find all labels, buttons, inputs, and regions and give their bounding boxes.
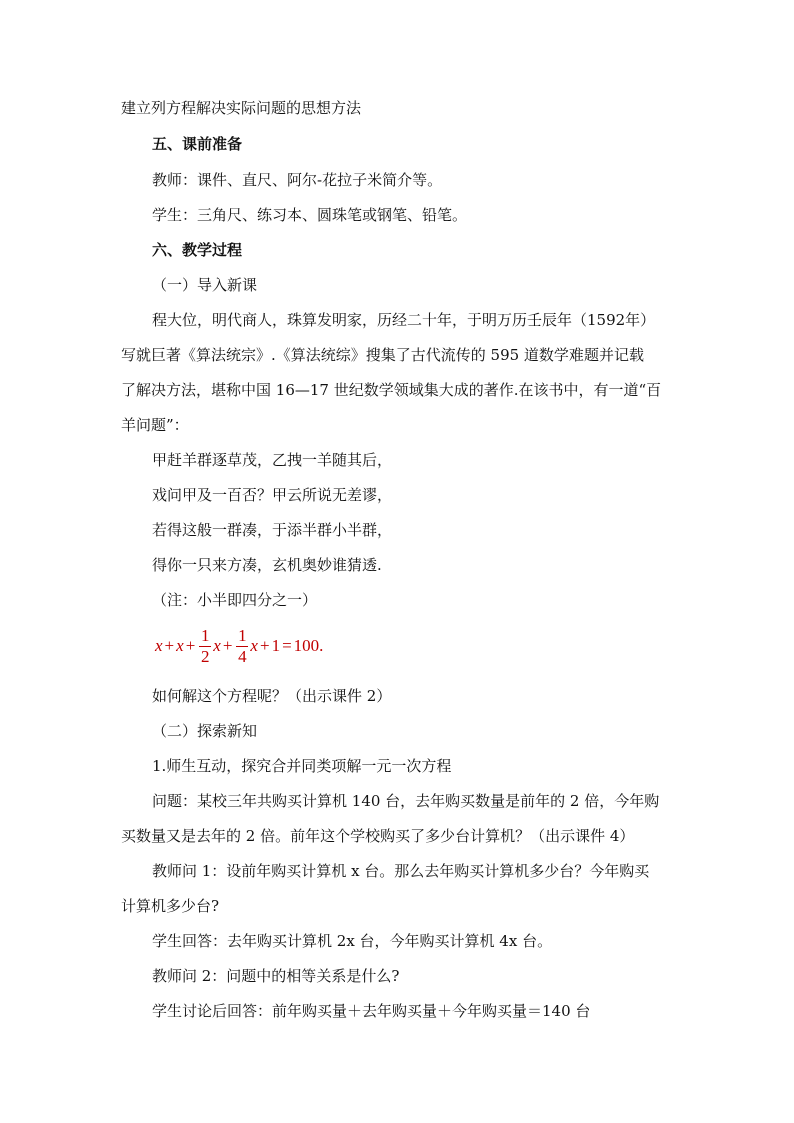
subsection-heading: （二）探索新知 (152, 722, 258, 740)
equation-x: x (250, 636, 258, 655)
equation-plus: + (222, 636, 233, 655)
equation-x: x (176, 636, 184, 655)
equation-plus: + (259, 636, 270, 655)
section-heading: 六、教学过程 (152, 241, 243, 259)
equation-constant: 1 (271, 636, 281, 655)
text-line: 教师问 1：设前年购买计算机 x 台。那么去年购买计算机多少台？今年购买 (152, 862, 650, 880)
equation-x: x (155, 636, 163, 655)
poem-line: 得你一只来方凑，玄机奥妙谁猜透. (152, 556, 382, 574)
fraction-denominator: 4 (238, 646, 247, 666)
text-line: 羊问题”： (121, 416, 189, 434)
text-line: 学生回答：去年购买计算机 2x 台，今年购买计算机 4x 台。 (152, 932, 553, 950)
fraction-one-half (199, 626, 211, 667)
poem-line: 甲赶羊群逐草茂，乙拽一羊随其后， (152, 451, 393, 469)
subsection-heading: （一）导入新课 (152, 276, 258, 294)
equation-x: x (213, 636, 221, 655)
equation-plus: + (185, 636, 196, 655)
equation-equals: = (282, 636, 292, 655)
equation (155, 622, 323, 670)
poem-line: 若得这般一群凑，于添半群小半群， (152, 521, 393, 539)
text-line: 学生讨论后回答：前年购买量＋去年购买量＋今年购买量＝140 台 (152, 1002, 591, 1020)
note-line: （注：小半即四分之一） (152, 591, 318, 609)
fraction-one-quarter (236, 626, 248, 667)
text-line: 如何解这个方程呢？（出示课件 2） (152, 687, 392, 705)
text-line: 建立列方程解决实际问题的思想方法 (121, 99, 362, 117)
fraction-denominator: 2 (201, 646, 210, 666)
text-line: 买数量又是去年的 2 倍。前年这个学校购买了多少台计算机？（出示课件 4） (121, 827, 635, 845)
equation-result: 100. (293, 636, 324, 655)
text-line: 学生：三角尺、练习本、圆珠笔或钢笔、铅笔。 (152, 206, 468, 224)
poem-line: 戏问甲及一百否？甲云所说无差谬， (152, 486, 393, 504)
text-line: 1.师生互动，探究合并同类项解一元一次方程 (152, 757, 452, 775)
fraction-numerator: 1 (201, 625, 210, 645)
equation-plus: + (164, 636, 175, 655)
text-line: 程大位，明代商人，珠算发明家，历经二十年，于明万历壬辰年（1592年） (152, 311, 656, 329)
text-line: 教师问 2：问题中的相等关系是什么? (152, 967, 400, 985)
text-line: 写就巨著《算法统宗》.《算法统综》搜集了古代流传的 595 道数学难题并记载 (121, 346, 644, 364)
text-line: 了解决方法，堪称中国 16—17 世纪数学领域集大成的著作.在该书中，有一道“百 (121, 381, 662, 399)
fraction-numerator: 1 (238, 625, 247, 645)
section-heading: 五、课前准备 (152, 135, 243, 153)
text-line: 教师：课件、直尺、阿尔-花拉子米简介等。 (152, 171, 443, 189)
text-line: 问题：某校三年共购买计算机 140 台，去年购买数量是前年的 2 倍，今年购 (152, 792, 660, 810)
text-line: 计算机多少台? (121, 897, 220, 915)
